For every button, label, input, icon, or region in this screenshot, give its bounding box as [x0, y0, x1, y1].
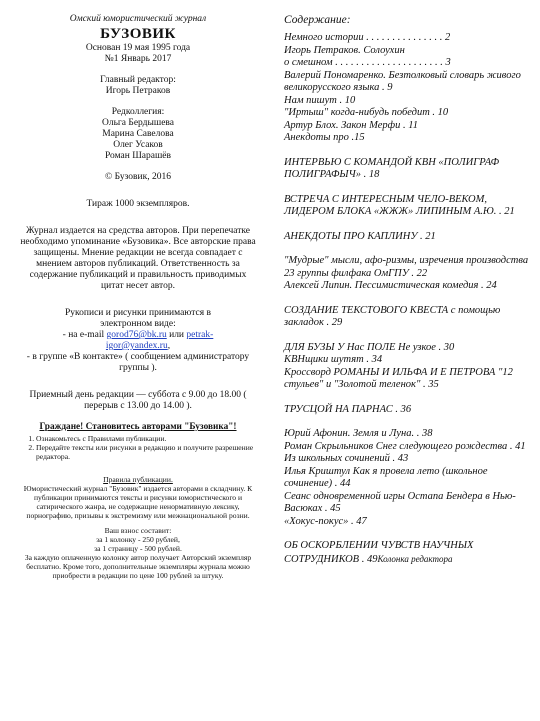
- toc-item[interactable]: КВНщики шутят . 34: [284, 354, 383, 365]
- toc-item[interactable]: Из школьных сочинений . 43: [284, 453, 409, 464]
- toc-item[interactable]: Сеанс одновременной игры Остапа Бендера в Нью-Васюках . 45: [284, 490, 516, 514]
- journal-subtitle: Омский юмористический журнал: [69, 14, 207, 24]
- toc-item[interactable]: Илья Криштул Как я провела лето (школьное сочинение) . 44: [284, 465, 488, 489]
- author-step: 1. Ознакомьтесь с Правилами публикации.: [36, 434, 262, 443]
- email-line: [14, 330, 262, 341]
- toc-item[interactable]: ВСТРЕЧА С ИНТЕРЕСНЫМ ЧЕЛО-ВЕКОМ, ЛИДЕРОМ БЛОКА «ЖЖЖ» ЛИПИНЫМ А.Ю. . 21: [284, 193, 515, 217]
- fee-line: за 1 страницу - 500 рублей.: [94, 544, 182, 553]
- email-link-2-part2[interactable]: igor@yandex.ru: [105, 341, 168, 351]
- toc-item[interactable]: Валерий Пономаренко. Безтолковый словарь живого великорусского языка . 9: [284, 69, 521, 93]
- toc-item-main: ОБ ОСКОРБЛЕНИИ ЧУВСТВ НАУЧНЫХ СОТРУДНИКОВ . 49: [284, 540, 474, 565]
- toc-item[interactable]: Алексей Липин. Пессимистическая комедия . 24: [284, 280, 497, 291]
- toc-item[interactable]: Немного истории . . . . . . . . . . . . . . . 2: [284, 32, 451, 43]
- toc-item[interactable]: ИНТЕРВЬЮ С КОМАНДОЙ КВН «ПОЛИГРАФ ПОЛИГРАФЫЧ» . 18: [284, 156, 500, 180]
- board-member: Марина Савелова: [102, 129, 174, 139]
- toc-item[interactable]: СОЗДАНИЕ ТЕКСТОВОГО КВЕСТА с помощью закладок . 29: [284, 304, 501, 328]
- toc-item[interactable]: "Мудрые" мысли, афо-ризмы, изречения производства 23 группы филфака ОмГПУ . 22: [284, 255, 529, 279]
- author-steps: [14, 434, 262, 461]
- rights-text: Журнал издается на средства авторов. При перепечатке необходимо упоминание «Бузовика». Все авторские права защищены. Мнение редакции не всегда совпадает с мнением авторов публикаций. Ответственность за содержание публикаций и правильность приводимых цитат несет автор.: [20, 226, 256, 291]
- rules-title: Правила публикации.: [103, 475, 173, 484]
- toc-item[interactable]: Кроссворд РОМАНЫ И ИЛЬФА И Е ПЕТРОВА "12 стульев" и "Золотой теленок" . 35: [284, 366, 513, 390]
- table-of-contents: [284, 14, 530, 566]
- email-suffix: ,: [167, 341, 171, 351]
- email-line-2: [14, 341, 262, 352]
- toc-item[interactable]: Роман Скрыльников Снег следующего рождества . 41: [284, 440, 526, 452]
- rules-text: Юмористический журнал "Бузовик" издается авторами в складчину. К публикации принимаются тексты и рисунки юмористического и сатирического жанра, не содержащие ненормативную лексику, порнографию, призывы к экстремизму или межнациональной розни.: [23, 484, 253, 520]
- reception-hours: Приемный день редакции — суббота с 9.00 до 18.00 ( перерыв с 13.00 до 14.00 ).: [29, 390, 247, 411]
- toc-item[interactable]: Анекдоты про .15: [284, 132, 365, 143]
- toc-item[interactable]: «Хокус-покус» . 47: [284, 515, 367, 527]
- toc-item-tail: Колонка редактора: [377, 553, 453, 564]
- fee-title: Ваш взнос составит:: [104, 526, 172, 535]
- toc-heading: Содержание:: [284, 14, 351, 26]
- email-prefix: - на e-mail: [62, 330, 105, 340]
- fee-line: за 1 колонку - 250 рублей,: [96, 535, 180, 544]
- toc-item[interactable]: АНЕКДОТЫ ПРО КАПЛИНУ . 21: [284, 230, 436, 242]
- manuscripts-line: электронном виде:: [100, 319, 176, 329]
- fee-text: За каждую оплаченную колонку автор получает Авторский экземпляр бесплатно. Кроме того, дополнительные экземпляры журнала можно приобрести в редакции по цене 100 рублей за штуку.: [24, 553, 252, 580]
- toc-item[interactable]: Юрий Афонин. Земля и Луна. . 38: [284, 428, 433, 439]
- email-link-2-part1[interactable]: petrak-: [186, 330, 214, 340]
- board-member: Олег Усаков: [113, 140, 163, 150]
- manuscripts-line: Рукописи и рисунки принимаются в: [65, 308, 211, 318]
- toc-item[interactable]: Игорь Петраков. Солоухин: [284, 44, 405, 56]
- board-member: Роман Шарашёв: [104, 151, 172, 161]
- toc-item[interactable]: Артур Блох. Закон Мерфи . 11: [284, 119, 418, 131]
- email-link-1[interactable]: gorod76@bk.ru: [106, 330, 167, 340]
- chief-editor-label: Главный редактор:: [100, 75, 176, 85]
- copyright: © Бузовик, 2016: [105, 172, 171, 182]
- print-run: Тираж 1000 экземпляров.: [86, 199, 190, 209]
- toc-item[interactable]: о смешном . . . . . . . . . . . . . . . . . . . . . 3: [284, 57, 451, 68]
- author-step: 2. Передайте тексты или рисунки в редакцию и получите разрешение редактора.: [36, 443, 262, 461]
- email-or: или: [169, 330, 185, 340]
- toc-item[interactable]: Нам пишут . 10: [284, 94, 356, 106]
- toc-item[interactable]: "Иртыш" когда-нибудь победит . 10: [284, 107, 449, 118]
- toc-item[interactable]: ДЛЯ БУЗЫ У Нас ПОЛЕ Не узкое . 30: [284, 341, 455, 353]
- imprint-column: [14, 14, 262, 580]
- call-to-authors: Граждане! Становитесь авторами "Бузовика"!: [39, 422, 237, 432]
- chief-editor-name: Игорь Петраков: [105, 86, 171, 96]
- issue-number: №1 Январь 2017: [104, 54, 172, 64]
- founded-date: Основан 19 мая 1995 года: [85, 43, 191, 53]
- vk-line: - в группе «В контакте» ( сообщением администратору группы ).: [26, 352, 250, 373]
- journal-title: БУЗОВИК: [100, 26, 176, 42]
- toc-item[interactable]: ТРУСЦОЙ НА ПАРНАС . 36: [284, 403, 412, 415]
- board-member: Ольга Бердышева: [101, 118, 175, 128]
- board-label: Редколлегия:: [111, 107, 165, 117]
- toc-item[interactable]: [284, 540, 530, 566]
